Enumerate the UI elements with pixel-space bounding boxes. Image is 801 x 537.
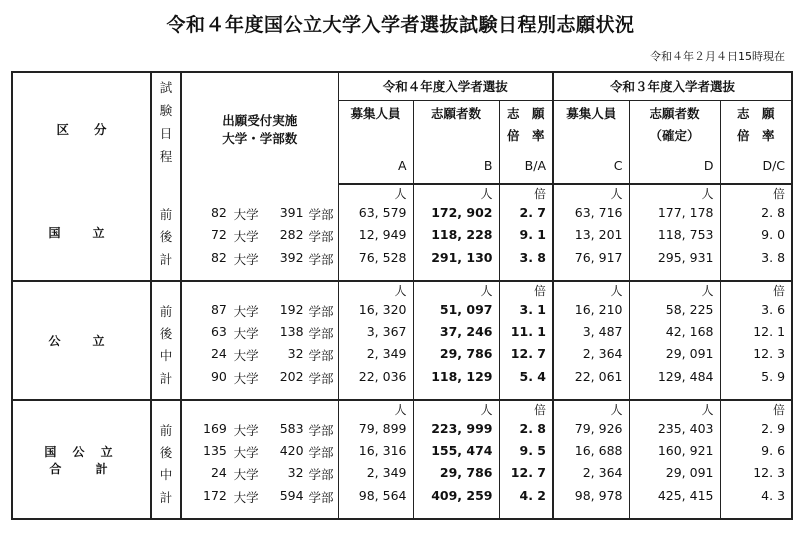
value-d: 29, 091 xyxy=(629,346,720,368)
letter-d: D xyxy=(629,148,720,184)
unit-label: 人 xyxy=(629,400,720,421)
schedule-cell: 計 xyxy=(151,368,181,400)
value-ba: 12. 7 xyxy=(499,346,553,368)
value-dc: 2. 9 xyxy=(720,421,792,443)
schedule-cell: 後 xyxy=(151,227,181,249)
institution-count-cell: 63 大学 138 学部 xyxy=(181,324,338,346)
header-col-ba: 志 願 xyxy=(499,100,553,126)
value-a: 2, 349 xyxy=(338,346,413,368)
schedule-cell: 計 xyxy=(151,487,181,519)
unit-row xyxy=(12,281,792,302)
value-ba: 4. 2 xyxy=(499,487,553,519)
institution-count-cell: 82 大学 391 学部 xyxy=(181,205,338,227)
admission-table xyxy=(11,71,793,520)
value-a: 3, 367 xyxy=(338,324,413,346)
header-col-c: 募集人員 xyxy=(553,100,629,126)
value-c: 16, 210 xyxy=(553,302,629,324)
value-b: 223, 999 xyxy=(413,421,499,443)
header-r4: 令和４年度入学者選抜 xyxy=(338,72,553,100)
unit-label: 倍 xyxy=(720,400,792,421)
unit-label: 人 xyxy=(413,400,499,421)
unit-label: 人 xyxy=(338,281,413,302)
unit-label: 人 xyxy=(413,184,499,205)
institution-count-cell: 82 大学 392 学部 xyxy=(181,249,338,281)
value-dc: 12. 1 xyxy=(720,324,792,346)
value-a: 79, 899 xyxy=(338,421,413,443)
page-title: 令和４年度国公立大学入学者選抜試験日程別志願状況 xyxy=(166,14,635,36)
value-c: 13, 201 xyxy=(553,227,629,249)
value-ba: 11. 1 xyxy=(499,324,553,346)
institution-count-cell: 172 大学 594 学部 xyxy=(181,487,338,519)
schedule-cell: 中 xyxy=(151,465,181,487)
value-c: 79, 926 xyxy=(553,421,629,443)
schedule-cell: 後 xyxy=(151,324,181,346)
value-a: 63, 579 xyxy=(338,205,413,227)
institution-count-cell: 87 大学 192 学部 xyxy=(181,302,338,324)
unit-label: 倍 xyxy=(499,281,553,302)
value-b: 409, 259 xyxy=(413,487,499,519)
schedule-cell: 計 xyxy=(151,249,181,281)
letter-a: A xyxy=(338,148,413,184)
value-c: 2, 364 xyxy=(553,465,629,487)
value-ba: 9. 1 xyxy=(499,227,553,249)
value-d: 129, 484 xyxy=(629,368,720,400)
value-d: 58, 225 xyxy=(629,302,720,324)
unit-label: 倍 xyxy=(499,400,553,421)
value-d: 118, 753 xyxy=(629,227,720,249)
unit-label: 人 xyxy=(553,184,629,205)
header-application: 出願受付実施 大学・学部数 xyxy=(181,72,338,184)
value-d: 29, 091 xyxy=(629,465,720,487)
value-a: 16, 316 xyxy=(338,443,413,465)
unit-label: 人 xyxy=(338,184,413,205)
value-a: 22, 036 xyxy=(338,368,413,400)
value-dc: 9. 6 xyxy=(720,443,792,465)
unit-label: 人 xyxy=(413,281,499,302)
header-col-dc: 志 願 xyxy=(720,100,792,126)
group-name: 国 公 立 合 計 xyxy=(12,400,151,519)
value-d: 160, 921 xyxy=(629,443,720,465)
letter-c: C xyxy=(553,148,629,184)
value-dc: 2. 8 xyxy=(720,205,792,227)
value-b: 118, 228 xyxy=(413,227,499,249)
value-d: 425, 415 xyxy=(629,487,720,519)
header-col-d: 志願者数 xyxy=(629,100,720,126)
unit-label: 人 xyxy=(629,184,720,205)
header-col-d-2: （確定） xyxy=(629,126,720,148)
header-col-ba-2: 倍 率 xyxy=(499,126,553,148)
value-dc: 12. 3 xyxy=(720,346,792,368)
value-b: 118, 129 xyxy=(413,368,499,400)
header-r3: 令和３年度入学者選抜 xyxy=(553,72,792,100)
value-c: 22, 061 xyxy=(553,368,629,400)
value-ba: 9. 5 xyxy=(499,443,553,465)
value-ba: 5. 4 xyxy=(499,368,553,400)
header-col-b: 志願者数 xyxy=(413,100,499,126)
unit-label: 人 xyxy=(629,281,720,302)
header-kubun: 区 分 xyxy=(12,72,151,184)
institution-count-cell: 24 大学 32 学部 xyxy=(181,346,338,368)
value-b: 37, 246 xyxy=(413,324,499,346)
unit-row xyxy=(12,184,792,205)
unit-label: 人 xyxy=(338,400,413,421)
value-dc: 4. 3 xyxy=(720,487,792,519)
value-ba: 3. 8 xyxy=(499,249,553,281)
institution-count-cell: 24 大学 32 学部 xyxy=(181,465,338,487)
institution-count-cell: 72 大学 282 学部 xyxy=(181,227,338,249)
unit-label: 倍 xyxy=(499,184,553,205)
value-b: 291, 130 xyxy=(413,249,499,281)
value-a: 76, 528 xyxy=(338,249,413,281)
value-dc: 3. 6 xyxy=(720,302,792,324)
header-col-a: 募集人員 xyxy=(338,100,413,126)
value-ba: 2. 7 xyxy=(499,205,553,227)
value-c: 98, 978 xyxy=(553,487,629,519)
value-dc: 3. 8 xyxy=(720,249,792,281)
value-c: 16, 688 xyxy=(553,443,629,465)
value-a: 16, 320 xyxy=(338,302,413,324)
value-c: 3, 487 xyxy=(553,324,629,346)
letter-dc: D/C xyxy=(720,148,792,184)
value-b: 155, 474 xyxy=(413,443,499,465)
unit-label: 人 xyxy=(553,281,629,302)
value-c: 63, 716 xyxy=(553,205,629,227)
value-b: 51, 097 xyxy=(413,302,499,324)
unit-label: 倍 xyxy=(720,184,792,205)
value-c: 2, 364 xyxy=(553,346,629,368)
letter-ba: B/A xyxy=(499,148,553,184)
header-col-dc-2: 倍 率 xyxy=(720,126,792,148)
schedule-cell: 前 xyxy=(151,302,181,324)
value-a: 12, 949 xyxy=(338,227,413,249)
as-of-date: 令和４年２月４日15時現在 xyxy=(650,50,785,63)
value-d: 177, 178 xyxy=(629,205,720,227)
value-dc: 5. 9 xyxy=(720,368,792,400)
institution-count-cell: 169 大学 583 学部 xyxy=(181,421,338,443)
letter-b: B xyxy=(413,148,499,184)
value-ba: 12. 7 xyxy=(499,465,553,487)
value-d: 295, 931 xyxy=(629,249,720,281)
schedule-cell: 前 xyxy=(151,421,181,443)
unit-label: 倍 xyxy=(720,281,792,302)
schedule-cell: 前 xyxy=(151,205,181,227)
value-b: 29, 786 xyxy=(413,465,499,487)
value-b: 172, 902 xyxy=(413,205,499,227)
header-schedule: 試 験 日 程 xyxy=(151,72,181,184)
value-ba: 3. 1 xyxy=(499,302,553,324)
value-b: 29, 786 xyxy=(413,346,499,368)
value-a: 2, 349 xyxy=(338,465,413,487)
value-c: 76, 917 xyxy=(553,249,629,281)
schedule-cell: 中 xyxy=(151,346,181,368)
institution-count-cell: 90 大学 202 学部 xyxy=(181,368,338,400)
unit-row xyxy=(12,400,792,421)
schedule-cell: 後 xyxy=(151,443,181,465)
value-dc: 9. 0 xyxy=(720,227,792,249)
value-d: 235, 403 xyxy=(629,421,720,443)
group-name: 国 立 xyxy=(12,184,151,281)
value-dc: 12. 3 xyxy=(720,465,792,487)
value-a: 98, 564 xyxy=(338,487,413,519)
institution-count-cell: 135 大学 420 学部 xyxy=(181,443,338,465)
group-name: 公 立 xyxy=(12,281,151,400)
value-d: 42, 168 xyxy=(629,324,720,346)
value-ba: 2. 8 xyxy=(499,421,553,443)
unit-label: 人 xyxy=(553,400,629,421)
